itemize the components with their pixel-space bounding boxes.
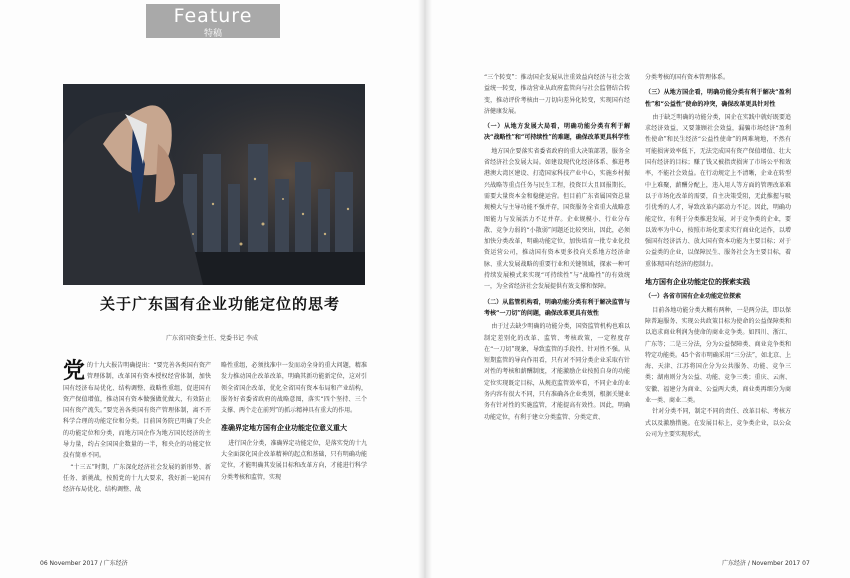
- paragraph: 目前各地功能分类大概有两种，一是两分法，即以保障普遍服务、实现公共政策目标为使命的公益保障类和以追求商业利润为使命的商业竞争类。如四川、浙江、广东等；二是三分法，分为公益保障类、商业竞争类和特定功能类。45个省市明确采用“三分法”，如北京、上海、天津、江苏将国企分为公共服务、功能、竞争三类；湖南则分为公益、功能、竞争三类；重庆、云南、安徽、福建分为商业、公益两大类，商业类再细分为商业一类、商业二类。: [645, 306, 791, 405]
- article-title: 关于广东国有企业功能定位的思考: [99, 295, 340, 313]
- article-byline: 广东省国资委主任、党委书记 李成: [166, 335, 258, 342]
- subsection-heading: （一）从地方发展大局看，明确功能分类有利于解决“战略性”和“可持续性”的难题，确保改革更具科学性: [484, 123, 630, 142]
- column-1: [63, 360, 211, 496]
- feature-word: Feature: [173, 5, 253, 27]
- feature-section-tab: [146, 4, 280, 38]
- subsection-heading: （三）从地方国企看，明确功能分类有利于解决“盈利性”和“公益性”使命的冲突，确保改革更具针对性: [645, 89, 791, 108]
- article-photo: [63, 84, 365, 285]
- footer-right-folio: 广东经济 / November 2017 07: [722, 560, 810, 567]
- subsection-heading: （二）从监管机构看，明确功能分类有利于解决监管与考核“一刀切”的问题，确保改革更具有效性: [484, 298, 630, 317]
- page-gutter: [418, 0, 432, 578]
- paragraph: 针对分类不同，制定不同的责任、改革目标、考核方式以及激励措施。在发展目标上，竞争类企业，以公众公司为主要实现形式，: [645, 408, 791, 438]
- subsection-heading: （一）各省市国有企业功能定位探索: [645, 293, 742, 301]
- column-2: [221, 360, 367, 483]
- paragraph: 略性重组，必须找准中一发而动全身的重大问题，精准发力推动国企改革改革，明确其新功能新定位，这对引领全省国企改革，优化全省国有资本布局和产业结构，服务好省委省政府的战略意图，落实“四个坚持、三个支撑、两个走在前列”的抓示精神具有重大的作用。: [221, 362, 367, 415]
- footer-left-folio: 06 November 2017 / 广东经济: [40, 560, 128, 567]
- paragraph: 进行国企分类，准确界定功能定位，是落实党的十九大全面深化国企改革精神的起点和基础，只有明确功能定位，才能明确其发展目标和改革方向，才能进行科学分类考核和监管，实现: [221, 439, 367, 481]
- section-heading: 准确界定地方国有企业功能定位意义重大: [221, 423, 347, 433]
- paragraph: 的十九大报告明确提出：“要完善各类国有资产管理体制，改革国有资本授权经营体制，加快国有经济布局优化、结构调整、战略性重组，促进国有资产保值增值，推动国有资本做强做优做大，有效防止国有资产流失。”要完善各类国有资产管理体制，离不开科学合理的功能定位和分类。目前国务院已明确了央企的功能定位和分类，而地方国企作为地方国民经济的主导力量，约占全国国企数量的一半，和央企的功能定位没有简单不同。: [63, 362, 211, 460]
- businessman-city-photo: [63, 84, 365, 285]
- feature-subtitle: 特稿: [203, 29, 222, 39]
- column-4: [645, 72, 791, 440]
- paragraph: 地方国企要落实省委省政府的重大决策部署，服务全省经济社会发展大局。如建设现代化经济体系、推进粤港澳大湾区建设、打造国家科技产业中心，实施乡村振兴战略等重点任务与民生工程，投资巨大且回报期长，需要大量资本金和稳健运营。但目前广东省属国资总量规模大与主导功能不强并存，国资服务全省重大战略意图能力与发展活力不足并存。企业规模小、行业分布散、竞争力弱的“小散弱”问题还比较突出，因此，必须加快分类改革，明确功能定位，加快培育一批专业化投资运营公司，推动国有资本更多投向关系地方经济命脉、重大发展战略的重要行业和关键领域，探索一种可持续发展模式来实现“可持续性”与“战略性”的有效统一，为全省经济社会发展提供有效支撑和保障。: [484, 147, 630, 291]
- drop-cap: 党: [63, 358, 86, 384]
- paragraph: 由于过去缺少明确的功能分类，国资监管机构也难以制定差别化的改革、监管、考核政策，一定程度存在“一刀切”现象，导致监管的手段性、针对性不强。从短期监管的导向作用看，只有对不同分类企业采取有针对性的考核和薪酬制度，才能激励企业按照自身的功能定位实现既定目标，从规范监管效率看，不同企业的业务内容有很大不同，只有准确各企业类别，根据关键业务有针对性的实施监管，才能提高有效性。因此，明确功能定位，有利于建立分类监管、分类定责、: [484, 323, 630, 421]
- section-heading: 地方国有企业功能定位的探索实践: [645, 277, 750, 287]
- paragraph: “三个转变”：推动国企发展从注重效益向经济与社会效益统一转变，推动营业从政府监管向与社会监督结合转变，推动评价考核由一刀切向差异化转变，实现国有经济健康发展。: [484, 74, 630, 115]
- paragraph: 由于缺乏明确的功能分类，国企在实践中就好既要追求经济效益，又要兼顾社会效益，漏骗市场经济“盈利性使命”和民生经济“公益性使命”的两难境地，不然有可能损害效率低下，无法完成国有资产保值增值、壮大国有经济的目标；赚了钱又被指责损害了市场公平和效率，不能社会效益。在行动规定上不清晰，企业在转型中上难聚，薪酬分配上，违入用人等方面的管理改革难以于市场化改革的需要，自主决策受阻，无此推握与吸引优秀的人才，导致改革内部动力不足。因此，明确功能定位，有利于分类推进发展，对于竞争类的企业，要以效率为中心，按照市场化要求实行商业化运作，以增强国有经济活力、放大国有资本功能为主要目标；对于公益类的企业，以保障民生、服务社会为主要目标，着重体现国有经济的控制力。: [645, 113, 791, 268]
- column-3: [484, 72, 630, 423]
- paragraph: 分类考核的国有资本管理体系。: [645, 74, 730, 81]
- paragraph: “十三五”时期，广东深化经济社会发展的新形势、新任务、新挑战，按照党的十九大要求，我好新一轮国有经济布局优化、结构调整、战: [63, 463, 211, 494]
